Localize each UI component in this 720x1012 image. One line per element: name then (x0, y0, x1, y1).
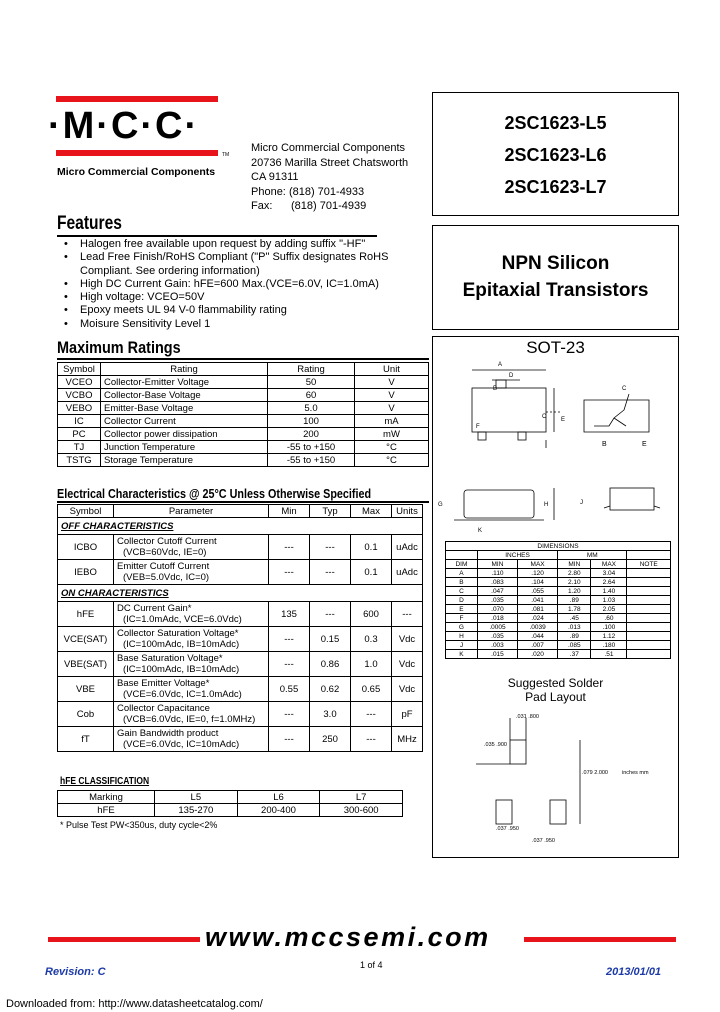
cell (627, 596, 671, 605)
lead-3 (496, 380, 506, 388)
cell: 0.15 (310, 627, 351, 652)
brand-name: Micro Commercial Components (57, 166, 216, 178)
body-top-view (472, 388, 546, 432)
cell: .100 (591, 623, 627, 632)
cell: --- (269, 560, 310, 585)
cell: .0005 (477, 623, 517, 632)
param-condition: (VEB=5.0Vdc, IC=0) (123, 572, 210, 583)
cell: E (446, 605, 478, 614)
cell: 0.3 (351, 627, 392, 652)
cell: 1.0 (351, 652, 392, 677)
th-parameter: Parameter (114, 505, 269, 518)
part-l5: 2SC1623-L5 (504, 113, 607, 133)
svg-text:E: E (642, 441, 647, 448)
fax-label: Fax: (251, 200, 273, 213)
cell: --- (269, 652, 310, 677)
address-block (251, 141, 408, 214)
cell: °C (355, 441, 429, 454)
th-units: Units (392, 505, 423, 518)
cell: 100 (268, 415, 355, 428)
cell: 0.1 (351, 535, 392, 560)
max-ratings-title: Maximum Ratings (57, 338, 181, 357)
cell (627, 578, 671, 587)
param-line: Collector Cutoff Current (117, 536, 217, 547)
table-row (446, 596, 671, 605)
cell: 1.78 (558, 605, 591, 614)
table-row (58, 652, 423, 677)
cell: 0.65 (351, 677, 392, 702)
cell: --- (351, 727, 392, 752)
table-row (58, 791, 403, 804)
pad-dim: inches mm (622, 770, 649, 776)
page-number: 1 of 4 (360, 960, 383, 970)
cell: DIM (446, 560, 478, 569)
dims-rows (446, 569, 671, 659)
revision: Revision: C (45, 966, 106, 978)
download-link[interactable]: Downloaded from: http://www.datasheetcatalog.com/ (6, 998, 263, 1010)
cell: .180 (591, 641, 627, 650)
cell (114, 560, 269, 585)
cell: 2.64 (591, 578, 627, 587)
part-number-box (432, 92, 679, 216)
cell: L6 (237, 791, 320, 804)
cell: --- (310, 602, 351, 627)
hfe-class-table (57, 790, 403, 817)
param-line: Base Saturation Voltage* (117, 653, 223, 664)
cell: 1.12 (591, 632, 627, 641)
cell: INCHES (477, 551, 557, 560)
address-street: 20736 Marilla Street Chatsworth (251, 156, 409, 169)
svg-text:G: G (438, 502, 443, 508)
table-row (58, 804, 403, 817)
param-line: Emitter Cutoff Current (117, 561, 210, 572)
cell: hFE (58, 804, 155, 817)
address-company: Micro Commercial Components (251, 142, 406, 154)
cell: .015 (477, 650, 517, 659)
desc-line-1: NPN Silicon (501, 253, 610, 274)
footer-bar-right (524, 937, 676, 942)
cell (114, 627, 269, 652)
features-heading-rule (57, 213, 377, 237)
table-row (58, 535, 423, 560)
hfe-class-title: hFE CLASSIFICATION (60, 776, 150, 787)
param-condition: (VCE=6.0Vdc, IC=1.0mAdc) (123, 689, 242, 700)
cell: L5 (155, 791, 238, 804)
cell: VCBO (58, 389, 101, 402)
cell: D (446, 596, 478, 605)
cell (446, 551, 478, 560)
trademark: TM (222, 152, 230, 158)
lead-2 (518, 432, 526, 440)
cell: --- (269, 535, 310, 560)
cell: .89 (558, 596, 591, 605)
feature-item: • High DC Current Gain: hFE=600 Max.(VCE=6.0V, IC=1.0mA) (80, 278, 430, 291)
cell: --- (269, 702, 310, 727)
feature-item: • Epoxy meets UL 94 V-0 flammability rating (80, 304, 430, 317)
table-row (446, 578, 671, 587)
cell (627, 605, 671, 614)
param-line: Gain Bandwidth product (117, 728, 219, 739)
table-row (446, 614, 671, 623)
description-box (432, 225, 679, 330)
solder-pad-drawing (470, 710, 670, 850)
cell: 2.05 (591, 605, 627, 614)
part-l6: 2SC1623-L6 (504, 145, 607, 165)
table-row (446, 569, 671, 578)
cell: VCE(SAT) (58, 627, 114, 652)
table-row (446, 623, 671, 632)
phone-label: Phone: (251, 185, 286, 198)
cell: .51 (591, 650, 627, 659)
param-condition: (IC=100mAdc, IB=10mAdc) (123, 664, 240, 675)
phone-number: (818) 701-4933 (288, 185, 365, 198)
cell: .45 (558, 614, 591, 623)
svg-text:B: B (493, 386, 498, 392)
elec-title: Electrical Characteristics @ 25°C Unless Otherwise Specified (57, 486, 372, 501)
table-row (58, 441, 429, 454)
table-row (58, 702, 423, 727)
feature-item: • Moisure Sensitivity Level 1 (80, 318, 430, 331)
cell: MM (558, 551, 627, 560)
cell: .0039 (518, 623, 558, 632)
cell: .070 (477, 605, 517, 614)
cell: .110 (477, 569, 517, 578)
cell: VBE(SAT) (58, 652, 114, 677)
cell: V (355, 402, 429, 415)
cell: G (446, 623, 478, 632)
cell: uAdc (392, 560, 423, 585)
th-unit: Unit (355, 363, 429, 376)
cell: 0.1 (351, 560, 392, 585)
svg-text:E: E (561, 417, 566, 423)
feature-item: • High voltage: VCEO=50V (80, 291, 430, 304)
th-min: Min (269, 505, 310, 518)
logo: ·M·C·C· (48, 105, 200, 147)
pad-dim: .035 .900 (484, 742, 507, 748)
cell (627, 614, 671, 623)
cell: .013 (558, 623, 591, 632)
pad-1 (510, 740, 526, 764)
dimensions-table (445, 541, 671, 659)
cell: 300-600 (320, 804, 403, 817)
table-row (58, 389, 429, 402)
cell: MIN (477, 560, 517, 569)
cell (627, 587, 671, 596)
cell: J (446, 641, 478, 650)
desc-line-2: Epitaxial Transistors (462, 280, 649, 301)
th-typ: Typ (310, 505, 351, 518)
cell: .018 (477, 614, 517, 623)
address-state: CA 91311 (251, 171, 299, 184)
cell: 1.40 (591, 587, 627, 596)
footer-bar-left (48, 937, 200, 942)
cell: Collector Current (101, 415, 268, 428)
cell (627, 551, 671, 560)
cell: NOTE (627, 560, 671, 569)
solder-title-1: Suggested Solder (507, 676, 604, 690)
cell: --- (392, 602, 423, 627)
solder-title (432, 676, 679, 704)
param-condition: (VCE=6.0Vdc, IC=10mAdc) (123, 739, 240, 750)
cell: --- (310, 560, 351, 585)
cell: Collector-Emitter Voltage (101, 376, 268, 389)
cell: °C (355, 454, 429, 467)
cell: Cob (58, 702, 114, 727)
table-row (58, 560, 423, 585)
package-drawing (434, 358, 677, 538)
cell: .047 (477, 587, 517, 596)
cell: PC (58, 428, 101, 441)
cell: F (446, 614, 478, 623)
svg-text:B: B (602, 441, 607, 448)
svg-text:C: C (542, 414, 547, 420)
svg-text:H: H (544, 502, 549, 508)
cell: Collector power dissipation (101, 428, 268, 441)
table-row (446, 641, 671, 650)
th-symbol: Symbol (58, 505, 114, 518)
pad-2 (496, 800, 512, 824)
lead-1 (478, 432, 486, 440)
cell: 200-400 (237, 804, 320, 817)
cell: ICBO (58, 535, 114, 560)
param-line: Collector Capacitance (117, 703, 210, 714)
cell: H (446, 632, 478, 641)
table-row (446, 632, 671, 641)
cell: MAX (518, 560, 558, 569)
table-row (446, 650, 671, 659)
cell: 2.10 (558, 578, 591, 587)
table-row (58, 415, 429, 428)
max-ratings-heading (57, 338, 429, 360)
cell (114, 652, 269, 677)
param-condition: (VCB=60Vdc, IE=0) (123, 547, 207, 558)
cell: TJ (58, 441, 101, 454)
cell: .007 (518, 641, 558, 650)
cell: .055 (518, 587, 558, 596)
dims-title: DIMENSIONS (446, 542, 671, 551)
cell: Storage Temperature (101, 454, 268, 467)
cell: 2.80 (558, 569, 591, 578)
cell: 50 (268, 376, 355, 389)
pad-dim: .037 .950 (496, 826, 519, 832)
cell: hFE (58, 602, 114, 627)
cell (627, 641, 671, 650)
cell: 1.20 (558, 587, 591, 596)
cell: 5.0 (268, 402, 355, 415)
cell: 250 (310, 727, 351, 752)
cell: 60 (268, 389, 355, 402)
elec-heading (57, 486, 429, 503)
cell: .024 (518, 614, 558, 623)
cell: .081 (518, 605, 558, 614)
cell: --- (310, 535, 351, 560)
th-symbol: Symbol (58, 363, 101, 376)
cell: .035 (477, 596, 517, 605)
cell: 3.04 (591, 569, 627, 578)
cell: VEBO (58, 402, 101, 415)
svg-text:F: F (476, 424, 480, 430)
features-list (64, 238, 430, 331)
cell (627, 569, 671, 578)
cell: .035 (477, 632, 517, 641)
svg-text:C: C (622, 386, 627, 392)
cell: .044 (518, 632, 558, 641)
cell: .104 (518, 578, 558, 587)
pad-3 (550, 800, 566, 824)
max-ratings-table (57, 362, 429, 467)
pulse-note: * Pulse Test PW<350us, duty cycle<2% (60, 820, 218, 830)
svg-text:D: D (509, 373, 514, 379)
table-row (58, 428, 429, 441)
cell: .37 (558, 650, 591, 659)
part-l7: 2SC1623-L7 (504, 177, 607, 197)
solder-title-2: Pad Layout (525, 690, 586, 704)
cell: V (355, 376, 429, 389)
feature-item: • Lead Free Finish/RoHS Compliant ("P" Suffix designates RoHS Compliant. See ordering information) (80, 251, 430, 278)
cell: .60 (591, 614, 627, 623)
cell: 200 (268, 428, 355, 441)
table-row (446, 587, 671, 596)
logo-bar-top (56, 96, 218, 102)
on-rows (58, 602, 423, 752)
pad-dim: .079 2.000 (582, 770, 608, 776)
cell: .89 (558, 632, 591, 641)
cell: --- (269, 627, 310, 652)
cell (114, 535, 269, 560)
cell: MIN (558, 560, 591, 569)
cell: uAdc (392, 535, 423, 560)
cell: Vdc (392, 677, 423, 702)
cell: 600 (351, 602, 392, 627)
address-phone (251, 185, 408, 200)
pad-dim: .037 .950 (532, 838, 555, 844)
package-title: SOT-23 (526, 338, 585, 357)
cell: mA (355, 415, 429, 428)
cell: Marking (58, 791, 155, 804)
cell: MHz (392, 727, 423, 752)
table-row (58, 677, 423, 702)
param-condition: (IC=100mAdc, IB=10mAdc) (123, 639, 240, 650)
table-row (58, 402, 429, 415)
table-row (58, 454, 429, 467)
cell: MAX (591, 560, 627, 569)
cell: B (446, 578, 478, 587)
cell: --- (351, 702, 392, 727)
cell: K (446, 650, 478, 659)
cell (627, 623, 671, 632)
on-section-title: ON CHARACTERISTICS (58, 585, 423, 602)
cell: --- (269, 727, 310, 752)
cell: L7 (320, 791, 403, 804)
logo-bar-bottom (56, 150, 218, 156)
svg-text:A: A (498, 362, 503, 368)
features-title: Features (57, 213, 122, 234)
cell: mW (355, 428, 429, 441)
cell: pF (392, 702, 423, 727)
cell: .120 (518, 569, 558, 578)
fax-number: (818) 701-4939 (291, 200, 367, 213)
th-value: Rating (268, 363, 355, 376)
cell: -55 to +150 (268, 454, 355, 467)
feature-item: • Halogen free available upon request by adding suffix "-HF" (80, 238, 430, 251)
cell: IC (58, 415, 101, 428)
param-condition: (VCB=6.0Vdc, IE=0, f=1.0MHz) (123, 714, 256, 725)
cell: -55 to +150 (268, 441, 355, 454)
svg-text:K: K (478, 528, 483, 534)
cell: C (446, 587, 478, 596)
body-end-view (610, 488, 654, 510)
table-row (58, 602, 423, 627)
cell: V (355, 389, 429, 402)
table-row (58, 627, 423, 652)
cell: 135 (269, 602, 310, 627)
th-max: Max (351, 505, 392, 518)
cell: .003 (477, 641, 517, 650)
pad-dim: .031 .800 (516, 714, 539, 720)
body-side-view (464, 490, 534, 518)
cell: Vdc (392, 627, 423, 652)
address-fax (251, 199, 408, 214)
table-row (446, 605, 671, 614)
param-line: Collector Saturation Voltage* (117, 628, 239, 639)
param-line: DC Current Gain* (117, 603, 192, 614)
cell: Vdc (392, 652, 423, 677)
off-rows (58, 535, 423, 585)
cell (114, 702, 269, 727)
cell: .020 (518, 650, 558, 659)
param-line: Base Emitter Voltage* (117, 678, 210, 689)
table-row (58, 727, 423, 752)
param-condition: (IC=1.0mAdc, VCE=6.0Vdc) (123, 614, 242, 625)
cell: 0.62 (310, 677, 351, 702)
elec-table (57, 504, 423, 752)
cell: 3.0 (310, 702, 351, 727)
svg-text:J: J (580, 500, 583, 506)
footer-date: 2013/01/01 (606, 966, 662, 978)
cell: fT (58, 727, 114, 752)
cell: 0.86 (310, 652, 351, 677)
footer-url[interactable]: www.mccsemi.com (205, 922, 491, 952)
cell: TSTG (58, 454, 101, 467)
cell (627, 632, 671, 641)
cell (627, 650, 671, 659)
table-row (58, 376, 429, 389)
cell: 135-270 (155, 804, 238, 817)
cell: 1.03 (591, 596, 627, 605)
cell: VBE (58, 677, 114, 702)
cell: Junction Temperature (101, 441, 268, 454)
cell: Emitter-Base Voltage (101, 402, 268, 415)
cell: VCEO (58, 376, 101, 389)
cell: Collector-Base Voltage (101, 389, 268, 402)
cell: A (446, 569, 478, 578)
cell: .041 (518, 596, 558, 605)
cell: 0.55 (269, 677, 310, 702)
off-section-title: OFF CHARACTERISTICS (58, 518, 423, 535)
cell (114, 727, 269, 752)
cell (114, 602, 269, 627)
cell: .085 (558, 641, 591, 650)
cell (114, 677, 269, 702)
cell: .083 (477, 578, 517, 587)
th-rating: Rating (101, 363, 268, 376)
cell: IEBO (58, 560, 114, 585)
